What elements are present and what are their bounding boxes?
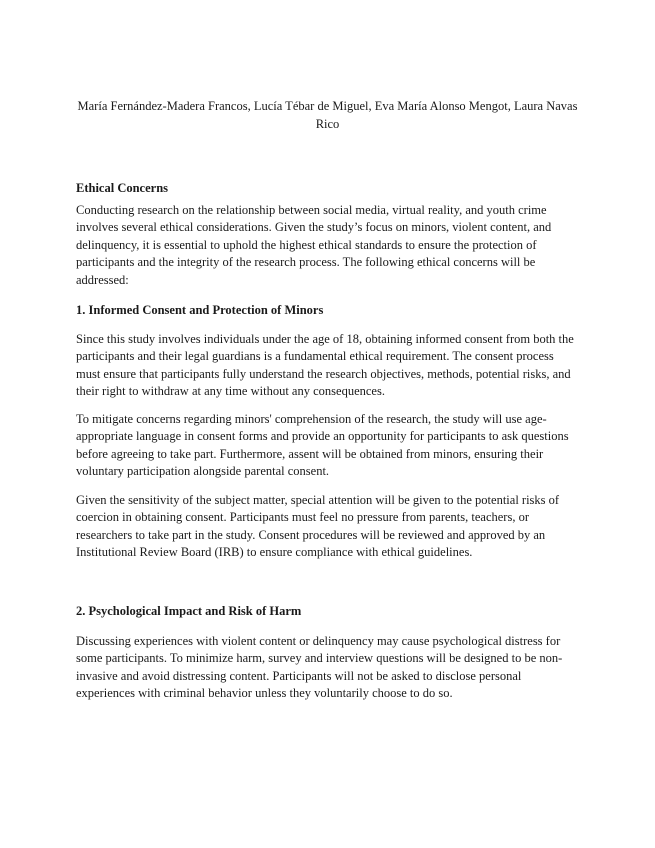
paragraph-consent-1: Since this study involves individuals under the age of 18, obtaining informed consent from both the participants and their legal guardians is a fundamental ethical requirement. The consent process must ensure that participants fully understand the research objectives, methods, potential risks, and their right to withdraw at any time without any consequences. xyxy=(76,332,574,399)
paragraph-harm-1: Discussing experiences with violent content or delinquency may cause psychological distress for some participants. To minimize harm, survey and interview questions will be designed to be non-invasive and avoid distressing content. Participants will not be asked to disclose personal experiences with criminal behavior unless they voluntarily choose to do so. xyxy=(76,634,563,701)
paragraph-consent-2: To mitigate concerns regarding minors' comprehension of the research, the study will use age-appropriate language in consent forms and provide an opportunity for participants to ask questions before agreeing to take part. Furthermore, assent will be obtained from minors, ensuring their voluntary participation alongside parental consent. xyxy=(76,412,569,479)
heading-ethical-concerns: Ethical Concerns xyxy=(76,181,169,195)
author-line: María Fernández-Madera Francos, Lucía Tébar de Miguel, Eva María Alonso Mengot, Laura Navas Rico xyxy=(77,99,578,131)
paragraph-ethical-intro: Conducting research on the relationship between social media, virtual reality, and youth crime involves several ethical considerations. Given the study’s focus on minors, violent content, and delinquency, it is essential to uphold the highest ethical standards to ensure the protection of participants and the integrity of the research process. The following ethical concerns will be addressed: xyxy=(76,203,552,287)
paragraph-consent-3: Given the sensitivity of the subject matter, special attention will be given to the potential risks of coercion in obtaining consent. Participants must feel no pressure from parents, teachers, or researchers to take part in the study. Consent procedures will be reviewed and approved by an Institutional Review Board (IRB) to ensure compliance with ethical guidelines. xyxy=(76,493,560,560)
heading-psychological-impact: 2. Psychological Impact and Risk of Harm xyxy=(76,604,302,618)
heading-informed-consent: 1. Informed Consent and Protection of Minors xyxy=(76,303,324,317)
